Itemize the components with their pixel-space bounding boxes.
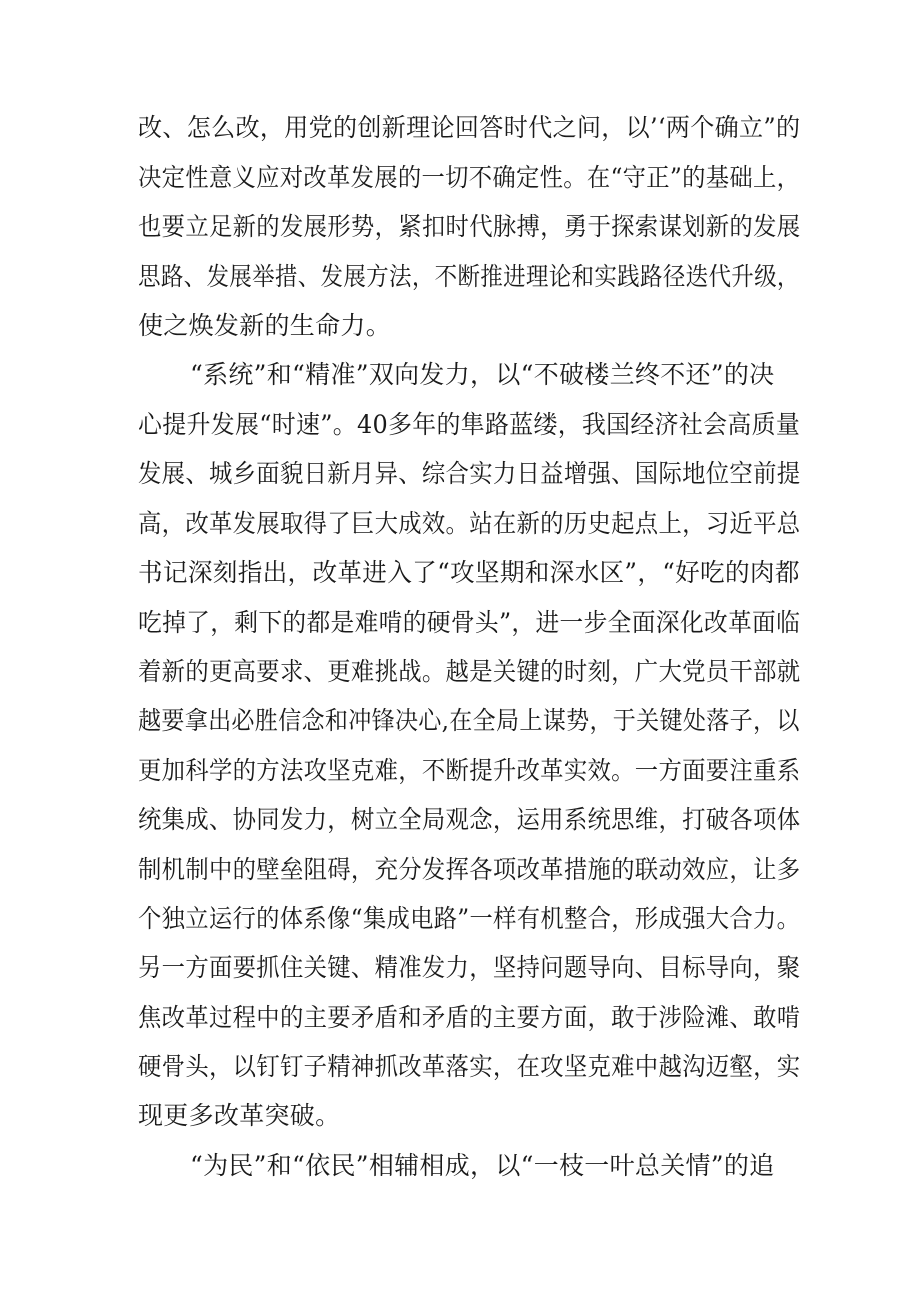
text-line: 思路、发展举措、发展方法，不断推进理论和实践路径迭代升级， xyxy=(138,262,800,291)
text-line: 现更多改革突破。 xyxy=(138,1101,341,1130)
text-line: 改、怎么改，用党的创新理论回答时代之问，以’‘两个确立”的 xyxy=(138,113,801,142)
text-line: 高，改革发展取得了巨大成效。站在新的历史起点上，习近平总 xyxy=(138,509,801,538)
text-line: 制机制中的壁垒阻碍，充分发挥各项改革措施的联动效应，让多 xyxy=(138,855,801,884)
text-line: 硬骨头，以钉钉子精神抓改革落实，在攻坚克难中越沟迈壑，实 xyxy=(138,1052,801,1081)
text-line: 也要立足新的发展形势，紧扣时代脉搏，勇于探索谋划新的发展 xyxy=(138,212,801,241)
text-line: 个独立运行的体系像“集成电路”一样有机整合，形成强大合力。 xyxy=(138,904,801,933)
text-line: 使之焕发新的生命力。 xyxy=(138,311,392,340)
text-line: 发展、城乡面貌日新月异、综合实力日益增强、国际地位空前提 xyxy=(138,459,801,488)
text-line: 决定性意义应对改革发展的一切不确定性。在“守正”的基础上， xyxy=(138,163,801,192)
text-line: 更加科学的方法攻坚克难，不断提升改革实效。一方面要注重系 xyxy=(138,756,801,785)
text-line: 另一方面要抓住关键、精准发力，坚持问题导向、目标导向，聚 xyxy=(138,953,801,982)
text-line: 书记深刻指出，改革进入了“攻坚期和深水区”，“好吃的肉都 xyxy=(138,558,800,587)
paragraph-first-line: “为民”和“依民”相辅相成，以“一枝一叶总关情”的追 xyxy=(190,1151,775,1180)
paragraph-first-line: “系统”和“精准”双向发力，以“不破楼兰终不还”的决 xyxy=(190,360,775,389)
text-line: 着新的更高要求、更难挑战。越是关键的时刻，广大党员干部就 xyxy=(138,657,801,686)
text-line: 吃掉了，剩下的都是难啃的硬骨头”，进一步全面深化改革面临 xyxy=(138,608,801,637)
text-line: 焦改革过程中的主要矛盾和矛盾的主要方面，敢于涉险滩、敢啃 xyxy=(138,1003,801,1032)
text-line: 越要拿出必胜信念和冲锋决心,在全局上谋势，于关键处落子，以 xyxy=(138,706,800,735)
text-line: 心提升发展“时速”。40多年的隼路蓝缕，我国经济社会高质量 xyxy=(138,410,801,439)
text-line: 统集成、协同发力，树立全局观念，运用系统思维，打破各项体 xyxy=(138,805,801,834)
